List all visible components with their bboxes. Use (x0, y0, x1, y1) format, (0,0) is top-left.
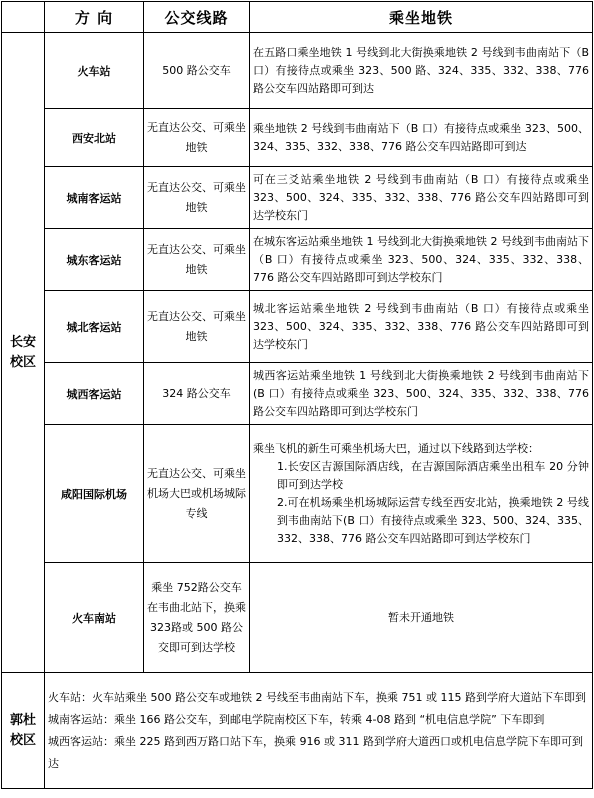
metro-cell: 乘坐地铁 2 号线到韦曲南站下（B 口）有接待点或乘坐 323、500、324、335、332、338、776 路公交车四站路即可到达 (250, 109, 593, 167)
table-row (2, 33, 593, 109)
table-row (2, 363, 593, 425)
direction-cell: 城北客运站 (45, 291, 144, 363)
table-row (2, 167, 593, 229)
header-metro: 乘坐地铁 (250, 2, 593, 33)
bus-cell: 无直达公交、可乘坐地铁 (144, 291, 250, 363)
header-empty-cell (2, 2, 45, 33)
bus-cell: 乘坐 752路公交车在韦曲北站下，换乘 323路或 500 路公交即可到达学校 (144, 563, 250, 673)
metro-cell: 城北客运站乘坐地铁 2 号线到韦曲南站（B 口）有接待点或乘坐 323、500、324、335、332、338、776 路公交车四站路即可到达学校东门 (250, 291, 593, 363)
table-row (2, 425, 593, 563)
bus-cell: 无直达公交、可乘坐地铁 (144, 167, 250, 229)
bus-cell: 324 路公交车 (144, 363, 250, 425)
bus-cell: 500 路公交车 (144, 33, 250, 109)
direction-cell: 咸阳国际机场 (45, 425, 144, 563)
guodu-route-line: 火车站：火车站乘坐 500 路公交车或地铁 2 号线至韦曲南站下车，换乘 751 或 115 路到学府大道站下车即到 (48, 690, 586, 704)
metro-cell: 在五路口乘坐地铁 1 号线到北大街换乘地铁 2 号线到韦曲南站下（B 口）有接待点或乘坐 323、500 路、324、335、332、338、776 路公交车四站路即可到达 (250, 33, 593, 109)
metro-cell: 在城东客运站乘坐地铁 1 号线到北大街换乘地铁 2 号线到韦曲南站下（B 口）有接待点或乘坐 323、500、324、335、332、338、776 路公交车四站路即可到达学校东门 (250, 229, 593, 291)
table-row (2, 109, 593, 167)
direction-cell: 城东客运站 (45, 229, 144, 291)
table-row (2, 673, 593, 789)
metro-option-1: 1.长安区吉源国际酒店线，在吉源国际酒店乘坐出租车 20 分钟即可到达学校 (277, 459, 589, 491)
guodu-route-line: 城西客运站：乘坐 225 路到西万路口站下车，换乘 916 或 311 路到学府大道西口或机电信息学院下车即可到达 (48, 734, 583, 770)
table-row (2, 291, 593, 363)
metro-intro-text: 乘坐飞机的新生可乘坐机场大巴，通过以下线路到达学校： (253, 441, 539, 455)
direction-cell: 火车站 (45, 33, 144, 109)
campus-label-guodu: 郭杜 校区 (2, 673, 45, 789)
bus-cell: 无直达公交、可乘坐机场大巴或机场城际专线 (144, 425, 250, 563)
direction-cell: 城南客运站 (45, 167, 144, 229)
metro-cell: 可在三爻站乘坐地铁 2 号线到韦曲南站（B 口）有接待点或乘坐 323、500、324、335、332、338、776 路公交车四站路即可到达学校东门 (250, 167, 593, 229)
bus-cell: 无直达公交、可乘坐地铁 (144, 109, 250, 167)
guodu-route-line: 城南客运站：乘坐 166 路公交车，到邮电学院南校区下车，转乘 4-08 路到 “机电信息学院” 下车即到 (48, 712, 545, 726)
metro-cell (250, 425, 593, 563)
table-row (2, 229, 593, 291)
header-bus: 公交线路 (144, 2, 250, 33)
metro-cell: 暂未开通地铁 (250, 563, 593, 673)
table-row (2, 563, 593, 673)
direction-cell: 火车南站 (45, 563, 144, 673)
metro-cell: 城西客运站乘坐地铁 1 号线到北大街换乘地铁 2 号线到韦曲南站下(B 口）有接待点或乘坐 323、500、324、335、332、338、776 路公交车四站路即可到达学校东门 (250, 363, 593, 425)
header-row (2, 2, 593, 33)
direction-cell: 西安北站 (45, 109, 144, 167)
header-direction: 方 向 (45, 2, 144, 33)
direction-cell: 城西客运站 (45, 363, 144, 425)
bus-cell: 无直达公交、可乘坐地铁 (144, 229, 250, 291)
guodu-routes-cell (45, 673, 593, 789)
campus-label-changan: 长安 校区 (2, 33, 45, 673)
transport-guide-table (1, 1, 593, 789)
metro-option-2: 2.可在机场乘坐机场城际运营专线至西安北站，换乘地铁 2 号线到韦曲南站下(B 口）有接待点或乘坐 323、500、324、335、332、338、776 路公交车四站路即可到达学校东门 (277, 495, 589, 545)
